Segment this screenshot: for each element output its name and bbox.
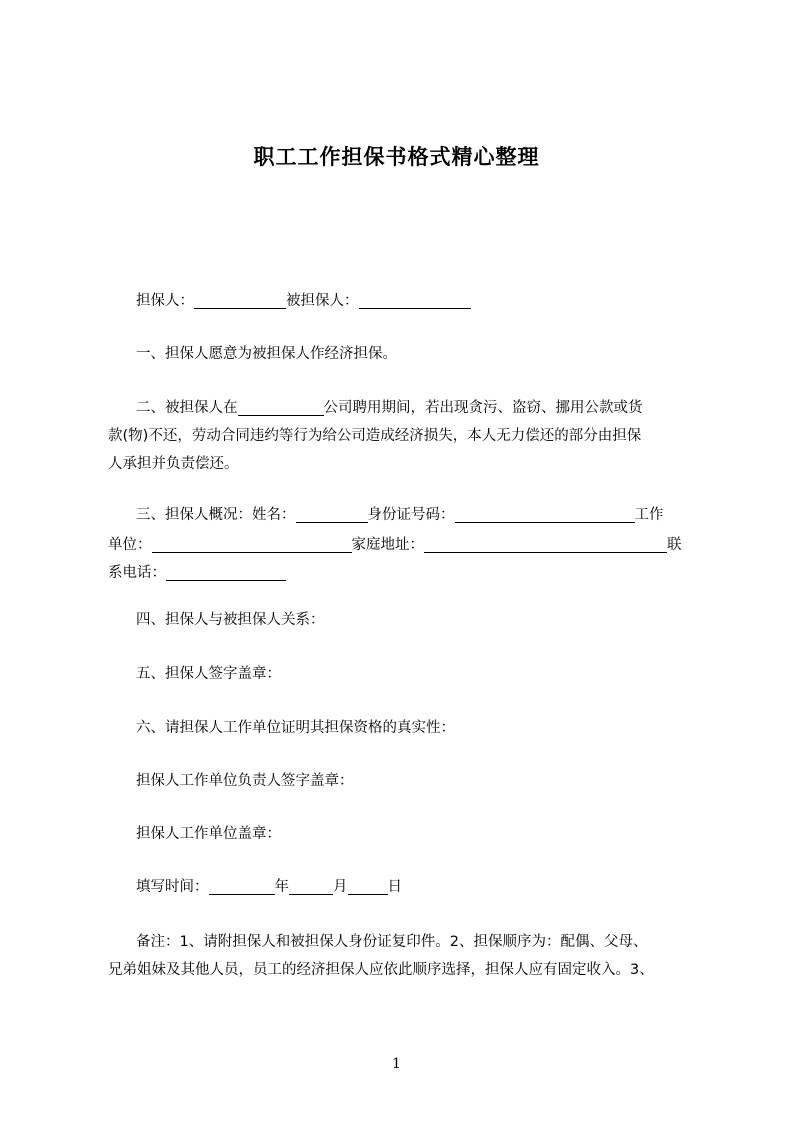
day-blank	[348, 876, 388, 895]
year-label: 年	[274, 879, 289, 895]
page-number: 1	[392, 1056, 401, 1072]
work-unit-label: 单位：	[108, 537, 152, 553]
guarantor-full-name-blank	[296, 504, 368, 523]
work-unit-blank	[152, 534, 352, 553]
fill-time-label: 填写时间：	[136, 879, 209, 895]
clause-2-line-1	[108, 393, 731, 423]
clause-4: 四、担保人与被担保人关系：	[136, 612, 325, 628]
home-address-blank	[424, 534, 667, 553]
clause-3-line-1	[108, 500, 731, 530]
guarantor-line	[108, 286, 731, 316]
clause-3-name-label: 三、担保人概况：姓名：	[136, 507, 296, 523]
clause-3-line-2	[108, 530, 703, 560]
phone-label: 系电话：	[108, 565, 166, 581]
phone-blank	[166, 562, 286, 581]
clause-2-line-3: 人承担并负责偿还。	[108, 456, 239, 472]
guarantor-name-blank	[194, 290, 286, 309]
year-blank	[209, 876, 275, 895]
clause-3-line-3	[108, 558, 703, 588]
document-title: 职工工作担保书格式精心整理	[253, 145, 540, 169]
phone-label-part-1: 联	[667, 537, 682, 553]
guaranteed-label: 被担保人：	[286, 293, 359, 309]
guaranteed-name-blank	[359, 290, 471, 309]
clause-1: 一、担保人愿意为被担保人作经济担保。	[136, 346, 397, 362]
day-label: 日	[387, 879, 402, 895]
work-label-part-1: 工作	[634, 507, 664, 523]
note-line-2: 兄弟姐妹及其他人员，员工的经济担保人应依此顺序选择，担保人应有固定收入。3、	[108, 962, 654, 978]
clause-2-part-a: 二、被担保人在	[136, 400, 238, 416]
guarantor-label: 担保人：	[136, 293, 194, 309]
month-blank	[289, 876, 333, 895]
unit-seal-line: 担保人工作单位盖章：	[136, 826, 281, 842]
month-label: 月	[333, 879, 348, 895]
clause-5: 五、担保人签字盖章：	[136, 666, 281, 682]
company-blank	[238, 397, 324, 416]
fill-time-line	[108, 872, 731, 902]
id-number-label: 身份证号码：	[367, 507, 455, 523]
note-line-1: 备注：1、请附担保人和被担保人身份证复印件。2、担保顺序为：配偶、父母、	[136, 934, 648, 950]
clause-6: 六、请担保人工作单位证明其担保资格的真实性：	[136, 720, 455, 736]
id-number-blank	[455, 504, 635, 523]
clause-2-part-b: 公司聘用期间，若出现贪污、盗窃、挪用公款或货	[323, 400, 643, 416]
unit-head-signature-line: 担保人工作单位负责人签字盖章：	[136, 773, 354, 789]
clause-2-line-2: 款(物)不还，劳动合同违约等行为给公司造成经济损失，本人无力偿还的部分由担保	[108, 428, 642, 444]
home-address-label: 家庭地址：	[351, 537, 424, 553]
